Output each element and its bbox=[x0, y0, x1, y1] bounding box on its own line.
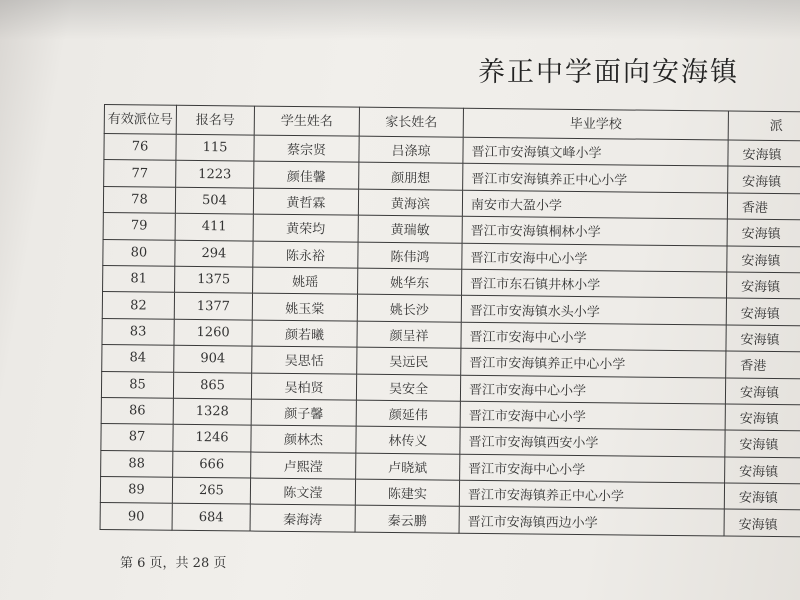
cell-parent-name: 陈伟鸿 bbox=[358, 242, 462, 269]
cell-reg-no: 865 bbox=[173, 372, 251, 399]
cell-seat-no: 88 bbox=[101, 450, 173, 477]
cell-reg-no: 294 bbox=[175, 240, 253, 267]
cell-school: 晋江市安海中心小学 bbox=[462, 243, 727, 272]
document-title: 养正中学面向安海镇 bbox=[478, 57, 739, 88]
cell-student-name: 颜若曦 bbox=[252, 320, 357, 347]
cell-parent-name: 颜朋想 bbox=[359, 163, 463, 190]
cell-school: 晋江市安海镇桐林小学 bbox=[462, 216, 727, 245]
cell-student-name: 颜佳馨 bbox=[254, 161, 359, 188]
cell-reg-no: 504 bbox=[175, 187, 253, 214]
cell-region: 安海镇 bbox=[728, 166, 800, 193]
cell-reg-no: 265 bbox=[172, 477, 250, 504]
cell-reg-no: 1246 bbox=[173, 425, 251, 452]
cell-reg-no: 666 bbox=[173, 451, 251, 478]
cell-parent-name: 陈建实 bbox=[355, 479, 459, 506]
cell-school: 晋江市安海中心小学 bbox=[460, 401, 725, 430]
cell-region: 安海镇 bbox=[724, 483, 800, 510]
cell-school: 晋江市安海镇西边小学 bbox=[459, 507, 724, 536]
cell-school: 晋江市安海中心小学 bbox=[460, 454, 725, 483]
cell-student-name: 姚瑶 bbox=[253, 267, 358, 294]
cell-region: 香港 bbox=[727, 193, 800, 220]
cell-seat-no: 81 bbox=[103, 265, 175, 292]
cell-region: 安海镇 bbox=[725, 430, 800, 457]
cell-student-name: 陈文滢 bbox=[250, 478, 355, 505]
cell-seat-no: 84 bbox=[102, 345, 174, 372]
cell-seat-no: 89 bbox=[100, 477, 172, 504]
cell-reg-no: 1260 bbox=[174, 319, 252, 346]
cell-region: 安海镇 bbox=[727, 219, 800, 246]
cell-school: 晋江市安海镇文峰小学 bbox=[463, 137, 728, 166]
header-parent-name: 家长姓名 bbox=[359, 107, 463, 137]
cell-school: 晋江市安海镇养正中心小学 bbox=[461, 348, 726, 377]
cell-seat-no: 76 bbox=[104, 134, 176, 161]
cell-reg-no: 904 bbox=[174, 345, 252, 372]
cell-seat-no: 79 bbox=[103, 213, 175, 240]
cell-seat-no: 80 bbox=[103, 239, 175, 266]
cell-reg-no: 1223 bbox=[176, 161, 254, 188]
header-reg-no: 报名号 bbox=[176, 105, 254, 135]
cell-school: 晋江市东石镇井林小学 bbox=[462, 269, 727, 298]
allocation-table bbox=[100, 104, 800, 537]
cell-student-name: 姚玉棠 bbox=[252, 293, 357, 320]
cell-school: 晋江市安海镇西安小学 bbox=[460, 428, 725, 457]
cell-parent-name: 秦云鹏 bbox=[355, 506, 459, 533]
cell-region: 安海镇 bbox=[725, 457, 800, 484]
cell-reg-no: 115 bbox=[176, 134, 254, 161]
cell-parent-name: 吕涤琼 bbox=[359, 136, 463, 163]
cell-region: 安海镇 bbox=[726, 325, 800, 352]
cell-student-name: 蔡宗贤 bbox=[254, 135, 359, 162]
cell-seat-no: 82 bbox=[102, 292, 174, 319]
cell-parent-name: 林传义 bbox=[356, 426, 460, 453]
cell-region: 安海镇 bbox=[725, 378, 800, 405]
header-region: 派 bbox=[728, 111, 800, 141]
cell-region: 安海镇 bbox=[725, 404, 800, 431]
cell-parent-name: 黄瑞敏 bbox=[358, 215, 462, 242]
cell-seat-no: 90 bbox=[100, 503, 172, 530]
cell-region: 安海镇 bbox=[727, 246, 800, 273]
cell-parent-name: 吴安全 bbox=[356, 374, 460, 401]
cell-parent-name: 吴远民 bbox=[357, 347, 461, 374]
header-graduated-school: 毕业学校 bbox=[463, 108, 728, 140]
cell-student-name: 颜林杰 bbox=[251, 425, 356, 452]
cell-seat-no: 86 bbox=[101, 397, 173, 424]
cell-school: 晋江市安海镇养正中心小学 bbox=[459, 480, 724, 509]
cell-seat-no: 85 bbox=[101, 371, 173, 398]
cell-student-name: 吴思恬 bbox=[252, 346, 357, 373]
header-seat-no: 有效派位号 bbox=[104, 105, 176, 135]
cell-reg-no: 1328 bbox=[173, 398, 251, 425]
cell-parent-name: 姚华东 bbox=[358, 268, 462, 295]
cell-seat-no: 87 bbox=[101, 424, 173, 451]
cell-student-name: 卢熙滢 bbox=[251, 452, 356, 479]
page-footer: 第 6 页，共 28 页 bbox=[120, 556, 227, 571]
cell-student-name: 吴柏贤 bbox=[251, 373, 356, 400]
cell-region: 安海镇 bbox=[726, 272, 800, 299]
cell-seat-no: 77 bbox=[104, 160, 176, 187]
cell-parent-name: 颜延伟 bbox=[356, 400, 460, 427]
cell-school: 晋江市安海中心小学 bbox=[461, 322, 726, 351]
cell-school: 南安市大盈小学 bbox=[462, 190, 727, 219]
cell-seat-no: 83 bbox=[102, 318, 174, 345]
cell-school: 晋江市安海镇水头小学 bbox=[461, 296, 726, 325]
cell-student-name: 陈永裕 bbox=[253, 241, 358, 268]
cell-school: 晋江市安海镇养正中心小学 bbox=[463, 164, 728, 193]
header-student-name: 学生姓名 bbox=[254, 106, 359, 136]
cell-region: 安海镇 bbox=[724, 509, 800, 536]
cell-school: 晋江市安海中心小学 bbox=[460, 375, 725, 404]
cell-student-name: 黄哲霖 bbox=[253, 188, 358, 215]
cell-region: 香港 bbox=[726, 351, 800, 378]
cell-seat-no: 78 bbox=[103, 186, 175, 213]
cell-student-name: 颜子馨 bbox=[251, 399, 356, 426]
cell-reg-no: 1377 bbox=[174, 293, 252, 320]
cell-parent-name: 姚长沙 bbox=[357, 295, 461, 322]
page-shadow bbox=[0, 0, 800, 40]
cell-reg-no: 1375 bbox=[175, 266, 253, 293]
cell-parent-name: 卢晓斌 bbox=[356, 453, 460, 480]
cell-region: 安海镇 bbox=[728, 140, 800, 167]
cell-reg-no: 684 bbox=[172, 504, 250, 531]
cell-student-name: 秦海涛 bbox=[250, 505, 355, 532]
cell-student-name: 黄荣均 bbox=[253, 214, 358, 241]
cell-region: 安海镇 bbox=[726, 298, 800, 325]
cell-parent-name: 颜呈祥 bbox=[357, 321, 461, 348]
cell-parent-name: 黄海滨 bbox=[358, 189, 462, 216]
cell-reg-no: 411 bbox=[175, 213, 253, 240]
